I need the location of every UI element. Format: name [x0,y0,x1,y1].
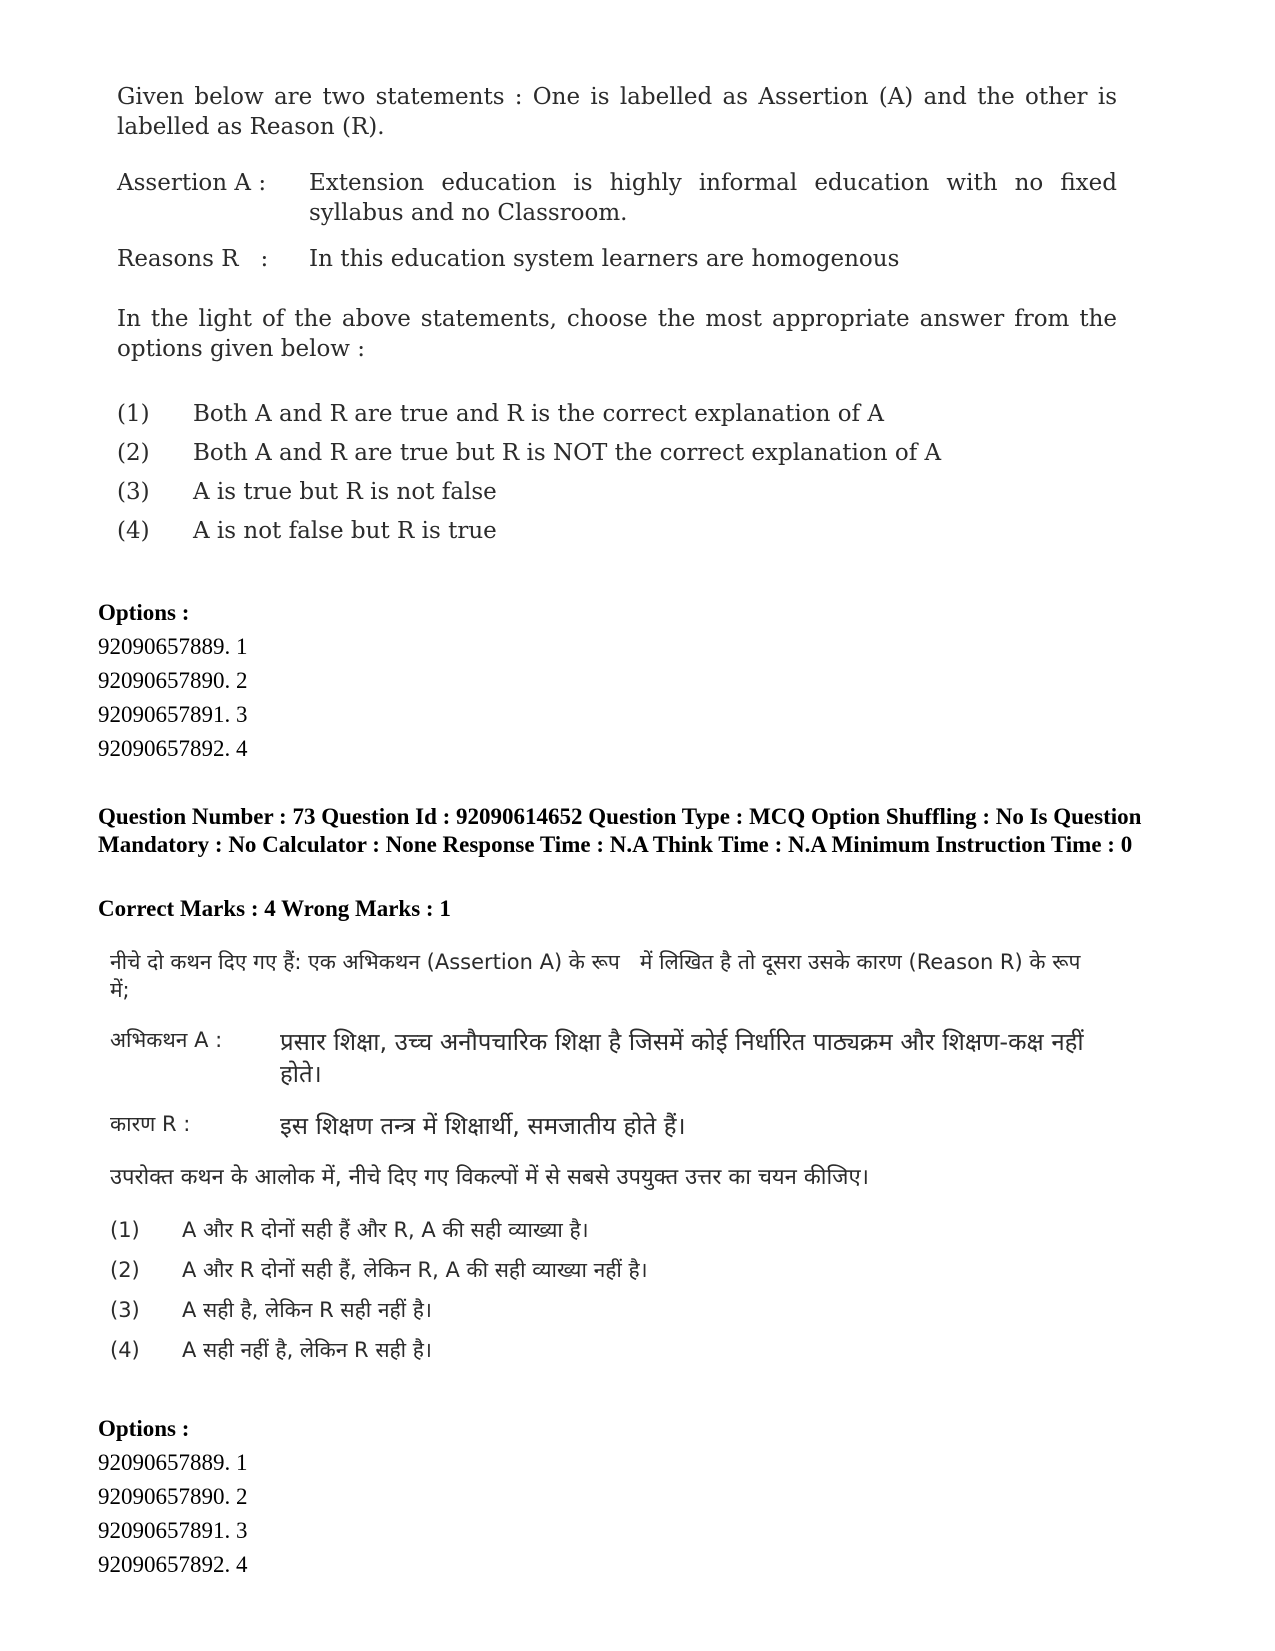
option-id-item: 92090657891. 3 [98,1518,248,1543]
reason-row [117,244,1117,274]
option-id-item: 92090657892. 4 [98,736,248,761]
assertion-text: Extension education is highly informal education with no fixed syllabus and no Classroom. [309,170,1117,226]
option-id-item: 92090657889. 1 [98,1450,248,1475]
hindi-choice-text: A और R दोनों सही हैं और R, A की सही व्याख्या है। [182,1218,589,1242]
option-id-item: 92090657891. 3 [98,702,248,727]
hindi-choice-number: (3) [110,1298,140,1322]
choice-list [117,394,1117,550]
hindi-choice-text: A और R दोनों सही हैं, लेकिन R, A की सही व्याख्या नहीं है। [182,1258,648,1282]
choice-item [117,394,1117,433]
hindi-reason-row [110,1110,1110,1142]
assertion-row [117,168,1117,228]
options-list-second [98,1412,248,1582]
question-instruction: In the light of the above statements, choose the most appropriate answer from the options given below : [117,306,1117,362]
hindi-choice-list [110,1210,1110,1370]
hindi-choice-text: A सही है, लेकिन R सही नहीं है। [182,1298,432,1322]
hindi-choice-number: (4) [110,1338,140,1362]
option-id-item: 92090657890. 2 [98,668,248,693]
options-heading: Options : [98,1416,190,1441]
choice-text: Both A and R are true and R is the correct explanation of A [193,400,884,427]
hindi-reason-text: इस शिक्षण तन्त्र में शिक्षार्थी, समजातीय होते हैं। [280,1112,686,1140]
hindi-assertion-row [110,1026,1110,1090]
hindi-choice-item [110,1250,1110,1290]
hindi-reason-label: कारण R : [110,1112,191,1136]
option-id-item: 92090657889. 1 [98,634,248,659]
options-heading: Options : [98,600,190,625]
hindi-choice-number: (1) [110,1218,140,1242]
choice-text: A is true but R is not false [193,478,497,505]
choice-number: (3) [117,478,150,505]
choice-text: Both A and R are true but R is NOT the correct explanation of A [193,439,942,466]
hindi-assertion-text: प्रसार शिक्षा, उच्च अनौपचारिक शिक्षा है जिसमें कोई निर्धारित पाठ्यक्रम और शिक्षण-कक्ष नहीं होते। [280,1028,1084,1088]
option-id-item: 92090657892. 4 [98,1552,248,1577]
choice-item [117,472,1117,511]
choice-item [117,433,1117,472]
hindi-assertion-label: अभिकथन A : [110,1028,223,1052]
hindi-choice-item [110,1330,1110,1370]
hindi-choice-text: A सही नहीं है, लेकिन R सही है। [182,1338,432,1362]
hindi-question-block [110,948,1110,1370]
assertion-label: Assertion A : [117,170,267,196]
english-question-block [117,82,1117,550]
question-marks: Correct Marks : 4 Wrong Marks : 1 [98,896,451,921]
hindi-choice-item [110,1210,1110,1250]
hindi-question-intro: नीचे दो कथन दिए गए हैं: एक अभिकथन (Assertion A) के रूप में लिखित है तो दूसरा उसके कारण (Reason R) के रूप में; [110,950,1101,1002]
hindi-choice-item [110,1290,1110,1330]
reason-text: In this education system learners are homogenous [309,246,900,272]
options-list-first [98,596,248,766]
question-metadata: Question Number : 73 Question Id : 92090614652 Question Type : MCQ Option Shuffling : No Is Question Mandatory : No Calculator : None Response Time : N.A Think Time : N.A Minimum Instruction Time : 0 [98,804,1142,857]
reason-label: Reasons R : [117,246,269,272]
choice-number: (4) [117,517,150,544]
hindi-instruction: उपरोक्त कथन के आलोक में, नीचे दिए गए विकल्पों में से सबसे उपयुक्त उत्तर का चयन कीजिए। [110,1165,869,1190]
question-intro: Given below are two statements : One is labelled as Assertion (A) and the other is labelled as Reason (R). [117,84,1117,140]
choice-number: (2) [117,439,150,466]
hindi-choice-number: (2) [110,1258,140,1282]
choice-number: (1) [117,400,150,427]
choice-text: A is not false but R is true [193,517,497,544]
choice-item [117,511,1117,550]
option-id-item: 92090657890. 2 [98,1484,248,1509]
